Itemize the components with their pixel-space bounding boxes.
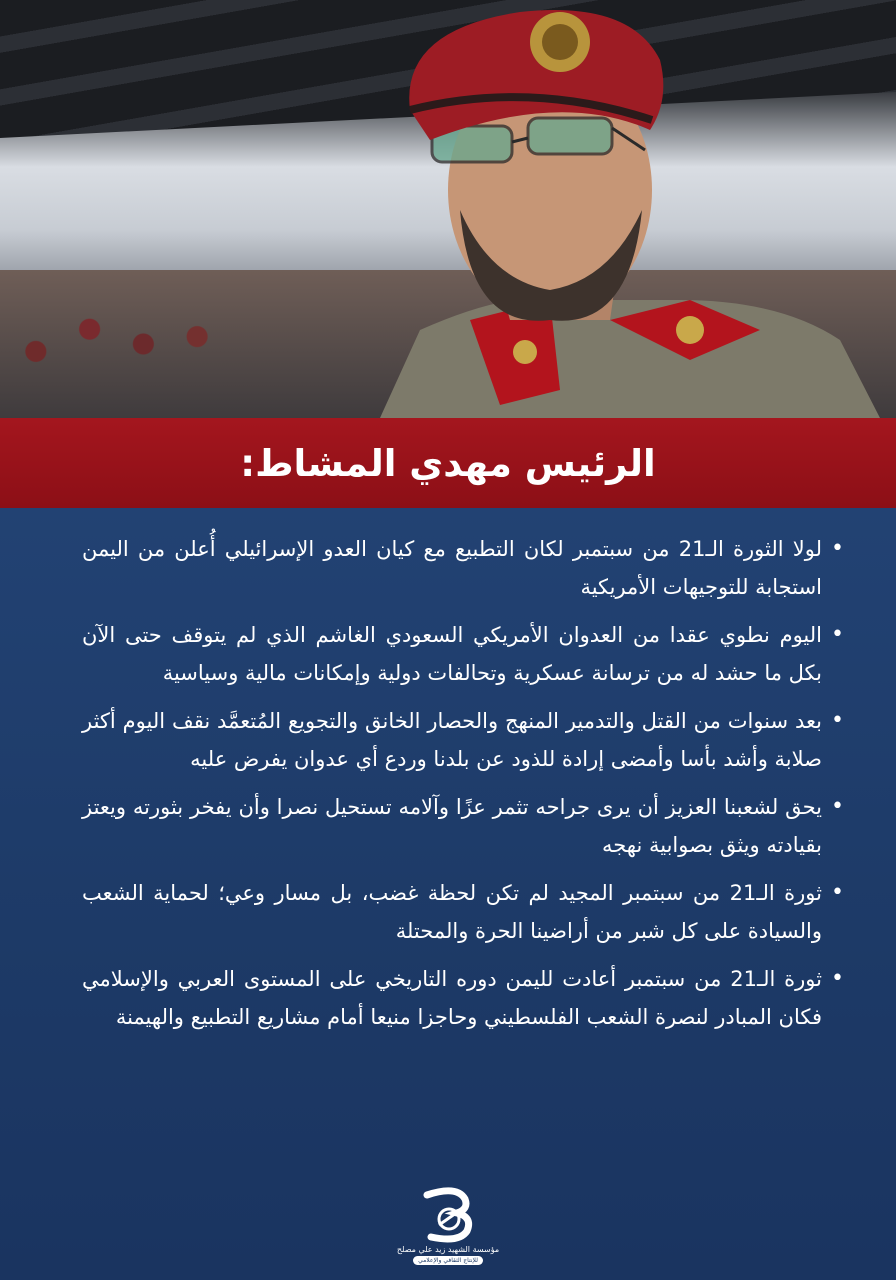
bullet-icon: • — [831, 536, 844, 561]
list-item — [82, 530, 844, 606]
bullet-icon: • — [831, 794, 844, 819]
list-item — [82, 702, 844, 778]
bullet-icon: • — [831, 880, 844, 905]
quote-text: لولا الثورة الـ21 من سبتمبر لكان التطبيع مع كيان العدو الإسرائيلي أُعلن من اليمن استجابة للتوجيهات الأمريكية — [82, 537, 822, 599]
org-subtitle: للإنتاج الثقافي والإعلامي — [413, 1256, 483, 1265]
list-item — [82, 788, 844, 864]
bullet-icon: • — [831, 622, 844, 647]
quote-text: ثورة الـ21 من سبتمبر المجيد لم تكن لحظة غضب، بل مسار وعي؛ لحماية الشعب والسيادة على كل شبر من أراضينا الحرة والمحتلة — [82, 881, 822, 943]
org-name: مؤسسة الشهيد زيد علي مصلح — [396, 1245, 500, 1254]
quote-text: يحق لشعبنا العزيز أن يرى جراحه تثمر عزًا وآلامه تستحيل نصرا وأن يفخر بثورته ويعتز بقيادته ويثق بصوابية نهجه — [82, 795, 822, 857]
list-item — [82, 874, 844, 950]
quotes-list — [82, 530, 844, 1046]
bullet-icon: • — [831, 708, 844, 733]
quote-text: اليوم نطوي عقدا من العدوان الأمريكي السعودي الغاشم الذي لم يتوقف حتى الآن بكل ما حشد له من ترسانة عسكرية وتحالفات دولية وإمكانات مالية وسياسية — [82, 623, 822, 685]
quotes-panel — [0, 508, 896, 1280]
logo-mark-icon — [417, 1185, 479, 1243]
president-portrait — [360, 0, 880, 418]
list-item — [82, 616, 844, 692]
title-banner — [0, 418, 896, 508]
org-logo — [398, 1185, 498, 1273]
quote-text: ثورة الـ21 من سبتمبر أعادت لليمن دوره التاريخي على المستوى العربي والإسلامي فكان المبادر لنصرة الشعب الفلسطيني وحاجزا منيعا أمام مشاريع التطبيع والهيمنة — [82, 967, 823, 1029]
quote-text: بعد سنوات من القتل والتدمير المنهج والحصار الخانق والتجويع المُتعمَّد نقف اليوم أكثر صلابة وأشد بأسا وأمضى إرادة للذود عن بلدنا وردع أي عدوان يفرض عليه — [82, 709, 822, 771]
page-title: الرئيس مهدي المشاط: — [240, 441, 656, 485]
header-photo — [0, 0, 896, 418]
bullet-icon: • — [831, 966, 844, 991]
list-item — [82, 960, 844, 1036]
